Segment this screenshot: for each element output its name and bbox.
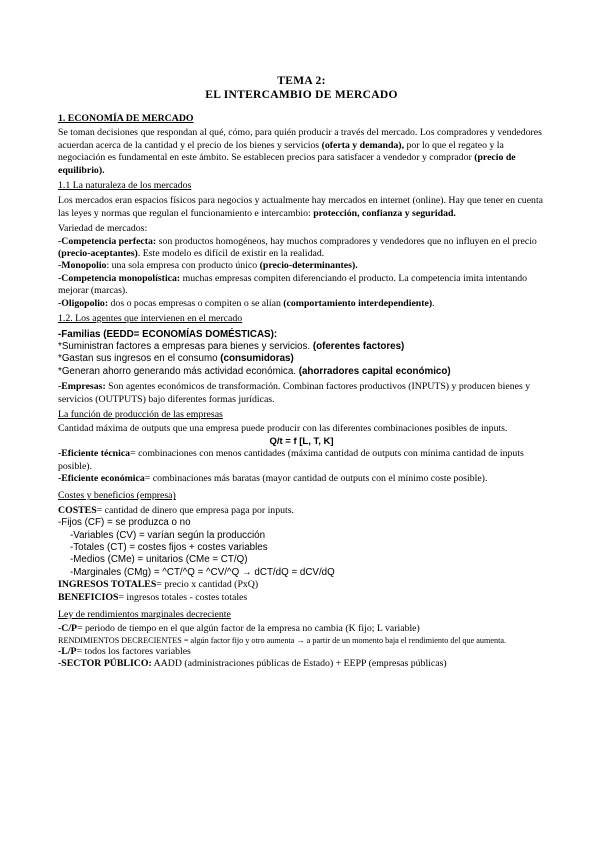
item-costes-totales: -Totales (CT) = costes fijos + costes variables [70, 542, 268, 553]
subsection-heading-funcion-produccion: La función de producción de las empresas [58, 408, 223, 420]
item-costes: COSTES= cantidad de dinero que empresa paga por inputs. [58, 504, 294, 516]
item-eficiente-tecnica: -Eficiente técnica= combinaciones con menos cantidades (máxima cantidad de outputs con mínima cantidad de inputs posible). [58, 448, 524, 472]
item-largo-plazo: -L/P= todos los factores variables [58, 645, 191, 657]
production-formula: Q/t = f [L, T, K] [269, 435, 334, 447]
item-familias-3: *Generan ahorro generando más actividad económica. (ahorradores capital económico) [58, 365, 451, 377]
subsection-heading-naturaleza: 1.1 La naturaleza de los mercados [58, 180, 192, 192]
item-costes-fijos: -Fijos (CF) = se produzca o no [58, 517, 191, 529]
text-variedad: Variedad de mercados: [58, 223, 148, 235]
item-costes-variables: -Variables (CV) = varían según la producción [70, 529, 266, 541]
item-costes-medios: -Medios (CMe) = unitarios (CMe = CT/Q) [70, 554, 248, 566]
item-rendimientos-decrecientes: RENDIMIENTOS DECRECIENTES = algún factor fijo y otro aumenta → a partir de un momento baja el rendimiento del que aumenta. [58, 635, 507, 645]
paragraph-economia-mercado: Se toman decisiones que respondan al qué, cómo, para quién producir a través del mercado. Los compradores y vendedores acuerdan acerca de la cantidad y el precio de los bienes y servicios (oferta y demanda), por lo que el regateo y la negociación es fundamental en este ámbito. Se establecen precios para satisfacer a vendedor y comprador (precio de equilibrio). [58, 127, 542, 176]
item-eficiente-economica: -Eficiente económica= combinaciones más baratas (mayor cantidad de outputs con el mínimo coste posible). [58, 472, 488, 484]
item-familias-1: *Suministran factores a empresas para bienes y servicios. (oferentes factores) [58, 340, 405, 352]
item-beneficios: BENEFICIOS= ingresos totales - costes totales [58, 591, 248, 603]
item-ingresos-totales: INGRESOS TOTALES= precio x cantidad (PxQ) [58, 579, 259, 591]
item-sector-publico: -SECTOR PÚBLICO: AADD (administraciones públicas de Estado) + EEPP (empresas públicas) [58, 658, 447, 670]
document-subtitle: EL INTERCAMBIO DE MERCADO [205, 89, 398, 101]
paragraph-funcion-produccion: Cantidad máxima de outputs que una empresa puede producir con las diferentes combinaciones posibles de inputs. [58, 423, 508, 435]
subsection-heading-costes: Costes y beneficios (empresa) [58, 490, 176, 502]
item-empresas: -Empresas: Son agentes económicos de transformación. Combinan factores productivos (INPUTS) y producen bienes y servicios (OUTPUTS) bajo diferentes formas jurídicas. [58, 381, 531, 405]
document-title: TEMA 2: [277, 75, 326, 87]
item-corto-plazo: -C/P= periodo de tiempo en el que algún factor de la empresa no cambia (K fijo; L variable) [58, 623, 420, 635]
item-familias: -Familias (EEDD= ECONOMÍAS DOMÉSTICAS): [58, 328, 278, 340]
item-costes-marginales: -Marginales (CMg) = ^CT/^Q = ^CV/^Q → dCT/dQ = dCV/dQ [70, 566, 335, 578]
subsection-heading-ley-rendimientos: Ley de rendimientos marginales decreciente [58, 609, 231, 621]
paragraph-naturaleza: Los mercados eran espacios físicos para negocios y actualmente hay mercados en internet (online). Hay que tener en cuenta las leyes y normas que regulan el funcionamiento e intercambio: protección, confianza y seguridad. [58, 195, 544, 219]
section-heading-economia-mercado: 1. ECONOMÍA DE MERCADO [58, 113, 194, 124]
item-monopolio: -Monopolio: una sola empresa con producto único (precio-determinantes). [58, 260, 358, 272]
subsection-heading-agentes: 1.2. Los agentes que intervienen en el mercado [58, 313, 243, 325]
item-competencia-monopolistica: -Competencia monopolística: muchas empresas compiten diferenciando el producto. La competencia imita intentando mejorar (marcas). [58, 272, 528, 297]
item-competencia-perfecta: -Competencia perfecta: son productos homogéneos, hay muchos compradores y vendedores que no influyen en el precio (precio-aceptantes). Este modelo es difícil de existir en la realidad. [58, 235, 537, 260]
item-familias-2: *Gastan sus ingresos en el consumo (consumidoras) [58, 353, 294, 365]
document-page [58, 74, 545, 671]
item-oligopolio: -Oligopolio: dos o pocas empresas o compiten o se alían (comportamiento interdependiente). [58, 297, 435, 309]
